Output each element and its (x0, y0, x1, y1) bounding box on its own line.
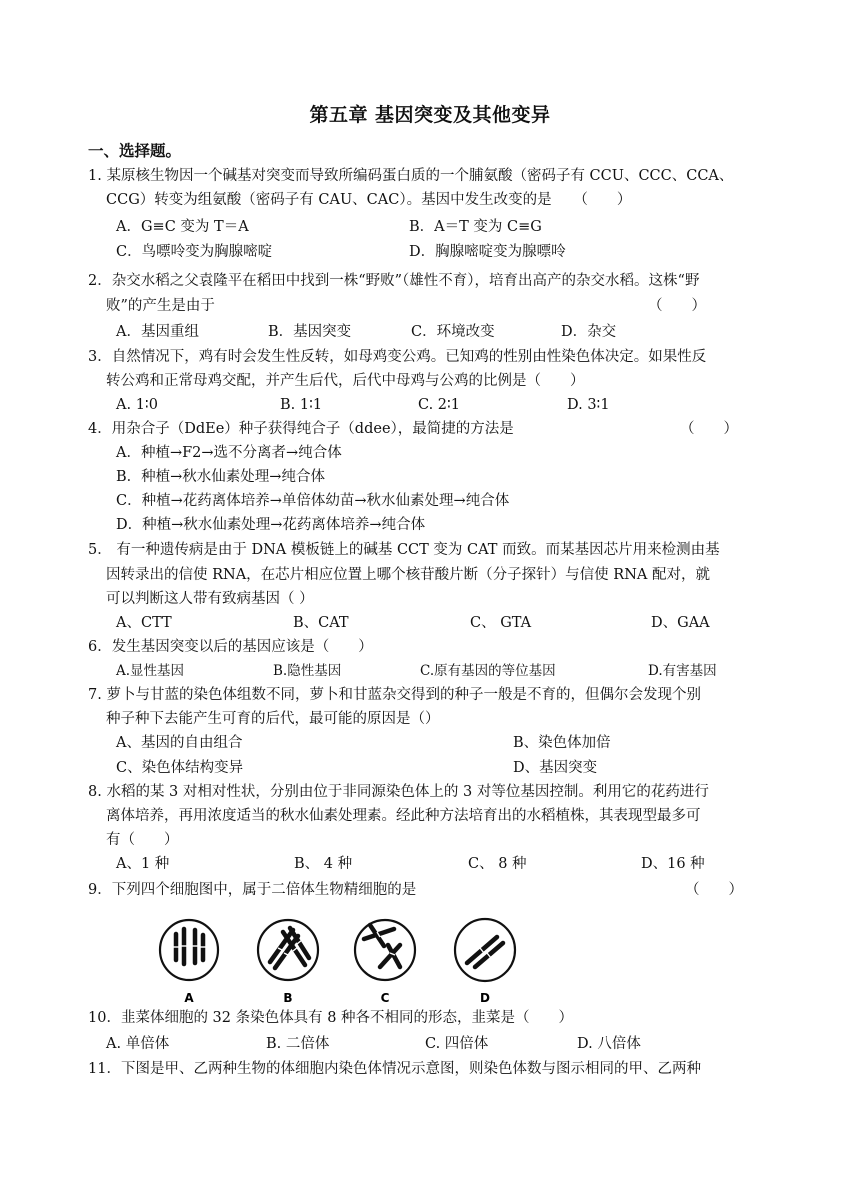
cell-label-d: D (480, 991, 490, 1005)
q6-option-d: D.有害基因 (648, 663, 717, 679)
q8-stem-line3: 有（ ） (106, 832, 179, 848)
q2-stem-line1: 2．杂交水稻之父袁隆平在稻田中找到一株“野败”（雄性不育），培育出高产的杂交水稻。这株“野 (88, 273, 700, 289)
q5-option-b: B、CAT (293, 615, 349, 631)
q4-option-a: A．种植→F2→选不分离者→纯合体 (116, 445, 342, 461)
page-title: 第五章 基因突变及其他变异 (309, 104, 551, 126)
q9-answer-brackets: （ ） (685, 882, 743, 898)
q2-option-c: C．环境改变 (411, 324, 495, 340)
q3-option-a: A. 1∶0 (116, 397, 158, 413)
cell-figure-d (451, 915, 521, 1005)
q4-stem: 4．用杂合子（DdEe）种子获得纯合子（ddee），最简捷的方法是 (88, 421, 514, 437)
q3-stem-line1: 3．自然情况下，鸡有时会发生性反转，如母鸡变公鸡。已知鸡的性别由性染色体决定。如果性反 (88, 349, 707, 365)
q4-option-b: B．种植→秋水仙素处理→纯合体 (116, 469, 325, 485)
q6-option-c: C.原有基因的等位基因 (420, 663, 556, 679)
q10-stem: 10．韭菜体细胞的 32 条染色体具有 8 种各不相同的形态，韭菜是（ ） (88, 1010, 574, 1026)
q7-stem-line1: 7. 萝卜与甘蓝的染色体组数不同，萝卜和甘蓝杂交得到的种子一般是不育的，但偶尔会发现个别 (88, 687, 701, 703)
cell-label-b: B (283, 991, 293, 1005)
q10-option-b: B. 二倍体 (266, 1036, 330, 1052)
q7-option-a: A、基因的自由组合 (116, 735, 243, 751)
q1-option-c: C．鸟嘌呤变为胸腺嘧啶 (116, 244, 273, 260)
q6-stem: 6．发生基因突变以后的基因应该是（ ） (88, 639, 373, 655)
q8-stem-line1: 8. 水稻的某 3 对相对性状，分别由位于非同源染色体上的 3 对等位基因控制。利用它的花药进行 (88, 784, 709, 800)
q2-stem-line2: 败”的产生是由于 (106, 298, 215, 314)
q8-option-c: C、 8 种 (468, 856, 527, 872)
q1-stem-line2: CCG）转变为组氨酸（密码子有 CAU、CAC）。基因中发生改变的是 （ ） (106, 192, 632, 208)
q4-option-c: C．种植→花药离体培养→单倍体幼苗→秋水仙素处理→纯合体 (116, 493, 510, 509)
cell-label-a: A (184, 991, 194, 1005)
cell-label-c: C (380, 991, 390, 1005)
q10-option-d: D. 八倍体 (577, 1036, 641, 1052)
q9-stem: 9．下列四个细胞图中，属于二倍体生物精细胞的是 (88, 882, 417, 898)
q2-option-a: A．基因重组 (116, 324, 199, 340)
q4-option-d: D．种植→秋水仙素处理→花药离体培养→纯合体 (116, 517, 426, 533)
q8-option-b: B、 4 种 (294, 856, 353, 872)
q7-option-d: D、基因突变 (513, 760, 598, 776)
q5-option-d: D、GAA (651, 615, 710, 631)
q11-stem: 11．下图是甲、乙两种生物的体细胞内染色体情况示意图，则染色体数与图示相同的甲、乙两种 (88, 1061, 701, 1077)
q1-option-a: A．G≡C 变为 T＝A (116, 219, 249, 235)
q5-option-a: A、CTT (116, 615, 172, 631)
q5-stem-line3: 可以判断这人带有致病基因（ ） (106, 591, 314, 607)
q5-option-c: C、 GTA (470, 615, 532, 631)
q1-stem-line1: 1. 某原核生物因一个碱基对突变而导致所编码蛋白质的一个脯氨酸（密码子有 CCU、CCC、CCA、 (88, 168, 734, 184)
section-heading: 一、选择题。 (88, 142, 182, 160)
q2-option-b: B．基因突变 (268, 324, 352, 340)
q6-option-a: A.显性基因 (116, 663, 185, 679)
cell-figure-b (253, 915, 323, 1005)
q6-option-b: B.隐性基因 (273, 663, 342, 679)
cell-figure-a (156, 915, 222, 1005)
q8-stem-line2: 离体培养，再用浓度适当的秋水仙素处理素。经此种方法培育出的水稻植株，其表现型最多可 (106, 808, 701, 824)
q2-answer-brackets: （ ） (648, 298, 706, 314)
q5-stem-line1: 5． 有一种遗传病是由于 DNA 模板链上的碱基 CCT 变为 CAT 而致。而某基因芯片用来检测由基 (88, 542, 720, 558)
q7-stem-line2: 种子种下去能产生可育的后代，最可能的原因是（） (106, 711, 440, 727)
q3-stem-line2: 转公鸡和正常母鸡交配，并产生后代，后代中母鸡与公鸡的比例是（ ） (106, 373, 585, 389)
q2-option-d: D．杂交 (561, 324, 617, 340)
q8-option-d: D、16 种 (641, 856, 705, 872)
q7-option-b: B、染色体加倍 (513, 735, 611, 751)
q8-option-a: A、1 种 (116, 856, 170, 872)
q10-option-a: A. 单倍体 (106, 1036, 170, 1052)
cell-figure-c (350, 915, 420, 1005)
q4-answer-brackets: （ ） (680, 421, 738, 437)
q1-option-b: B．A＝T 变为 C≡G (409, 219, 542, 235)
q3-option-d: D. 3∶1 (567, 397, 610, 413)
q7-option-c: C、染色体结构变异 (116, 760, 244, 776)
q3-option-c: C. 2∶1 (418, 397, 461, 413)
q10-option-c: C. 四倍体 (425, 1036, 489, 1052)
q3-option-b: B. 1∶1 (280, 397, 323, 413)
q5-stem-line2: 因转录出的信使 RNA，在芯片相应位置上哪个核苷酸片断（分子探针）与信使 RNA 配对，就 (106, 567, 710, 583)
q1-option-d: D．胸腺嘧啶变为腺嘌呤 (409, 244, 566, 260)
